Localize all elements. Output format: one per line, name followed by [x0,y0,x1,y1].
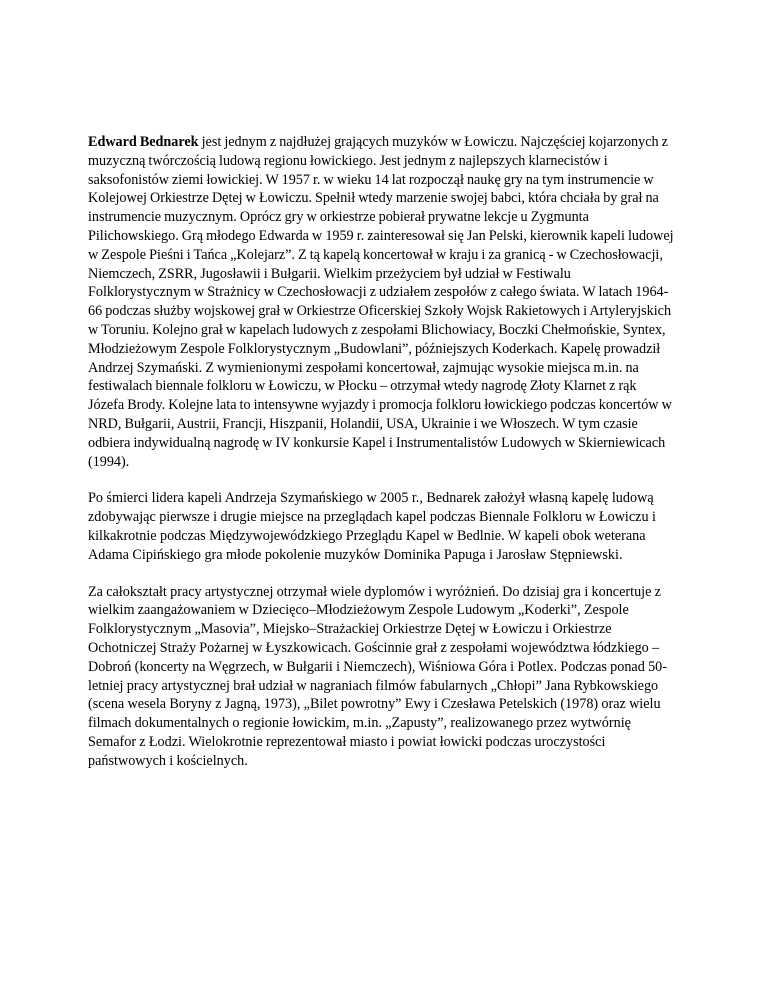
person-name: Edward Bednarek [88,134,199,150]
paragraph-own-band: Po śmierci lidera kapeli Andrzeja Szymańskiego w 2005 r., Bednarek założył własną kapelę ludową zdobywając pierwsze i drugie miejsce na przeglądach kapel podczas Biennale Folkloru w Łowiczu i kilkakrotnie podczas Międzywojewódzkiego Przeglądu Kapel w Bedlnie. W kapeli obok weterana Adama Cipińskiego gra młode pokolenie muzyków Dominika Papuga i Jarosław Stępniewski. [88,490,656,563]
paragraph-biography-intro [88,133,674,471]
paragraph-1-text: jest jednym z najdłużej grających muzyków w Łowiczu. Najczęściej kojarzonych z muzyczną twórczością ludową regionu łowickiego. Jest jednym z najlepszych klarnecistów i saksofonistów ziemi łowickiej. W 1957 r. w wieku 14 lat rozpoczął naukę gry na tym instrumencie w Kolejowej Orkiestrze Dętej w Łowiczu. Spełnił wtedy marzenie swojej babci, która chciała by grał na instrumencie muzycznym. Oprócz gry w orkiestrze pobierał prywatne lekcje u Zygmunta Pilichowskiego. Grą młodego Edwarda w 1959 r. zainteresował się Jan Pelski, kierownik kapeli ludowej w Zespole Pieśni i Tańca „Kolejarz”. Z tą kapelą koncertował w kraju i za granicą - w Czechosłowacji, Niemczech, ZSRR, Jugosławii i Bułgarii. Wielkim przeżyciem był udział w Festiwalu Folklorystycznym w Strażnicy w Czechosłowacji z udziałem zespołów z całego świata. W latach 1964-66 podczas służby wojskowej grał w Orkiestrze Oficerskiej Szkoły Wojsk Rakietowych i Artyleryjskich w Toruniu. Kolejno grał w kapelach ludowych z zespołami Blichowiacy, Boczki Chełmońskie, Syntex, Młodzieżowym Zespole Folklorystycznym „Budowlani”, późniejszych Koderkach. Kapelę prowadził Andrzej Szymański. Z wymienionymi zespołami koncertował, zajmując wysokie miejsca m.in. na festiwalach biennale folkloru w Łowiczu, w Płocku – otrzymał wtedy nagrodę Złoty Klarnet z rąk Józefa Brody. Kolejne lata to intensywne wyjazdy i promocja folkloru łowickiego podczas koncertów w NRD, Bułgarii, Austrii, Francji, Hiszpanii, Holandii, USA, Ukrainie i we Włoszech. W tym czasie odbiera indywidualną nagrodę w IV konkursie Kapel i Instrumentalistów Ludowych w Skierniewicach (1994). [88,134,674,470]
document-body [88,133,674,789]
paragraph-achievements: Za całokształt pracy artystycznej otrzymał wiele dyplomów i wyróżnień. Do dzisiaj gra i koncertuje z wielkim zaangażowaniem w Dziecięco–Młodzieżowym Zespole Ludowym „Koderki”, Zespole Folklorystycznym „Masovia”, Miejsko–Strażackiej Orkiestrze Dętej w Łowiczu i Orkiestrze Ochotniczej Straży Pożarnej w Łyszkowicach. Gościnnie grał z zespołami województwa łódzkiego – Dobroń (koncerty na Węgrzech, w Bułgarii i Niemczech), Wiśniowa Góra i Potlex. Podczas ponad 50-letniej pracy artystycznej brał udział w nagraniach filmów fabularnych „Chłopi” Jana Rybkowskiego (scena wesela Boryny z Jagną, 1973), „Bilet powrotny” Ewy i Czesława Petelskich (1978) oraz wielu filmach dokumentalnych o regionie łowickim, m.in. „Zapusty”, realizowanego przez wytwórnię Semafor z Łodzi. Wielokrotnie reprezentował miasto i powiat łowicki podczas uroczystości państwowych i kościelnych. [88,583,667,769]
